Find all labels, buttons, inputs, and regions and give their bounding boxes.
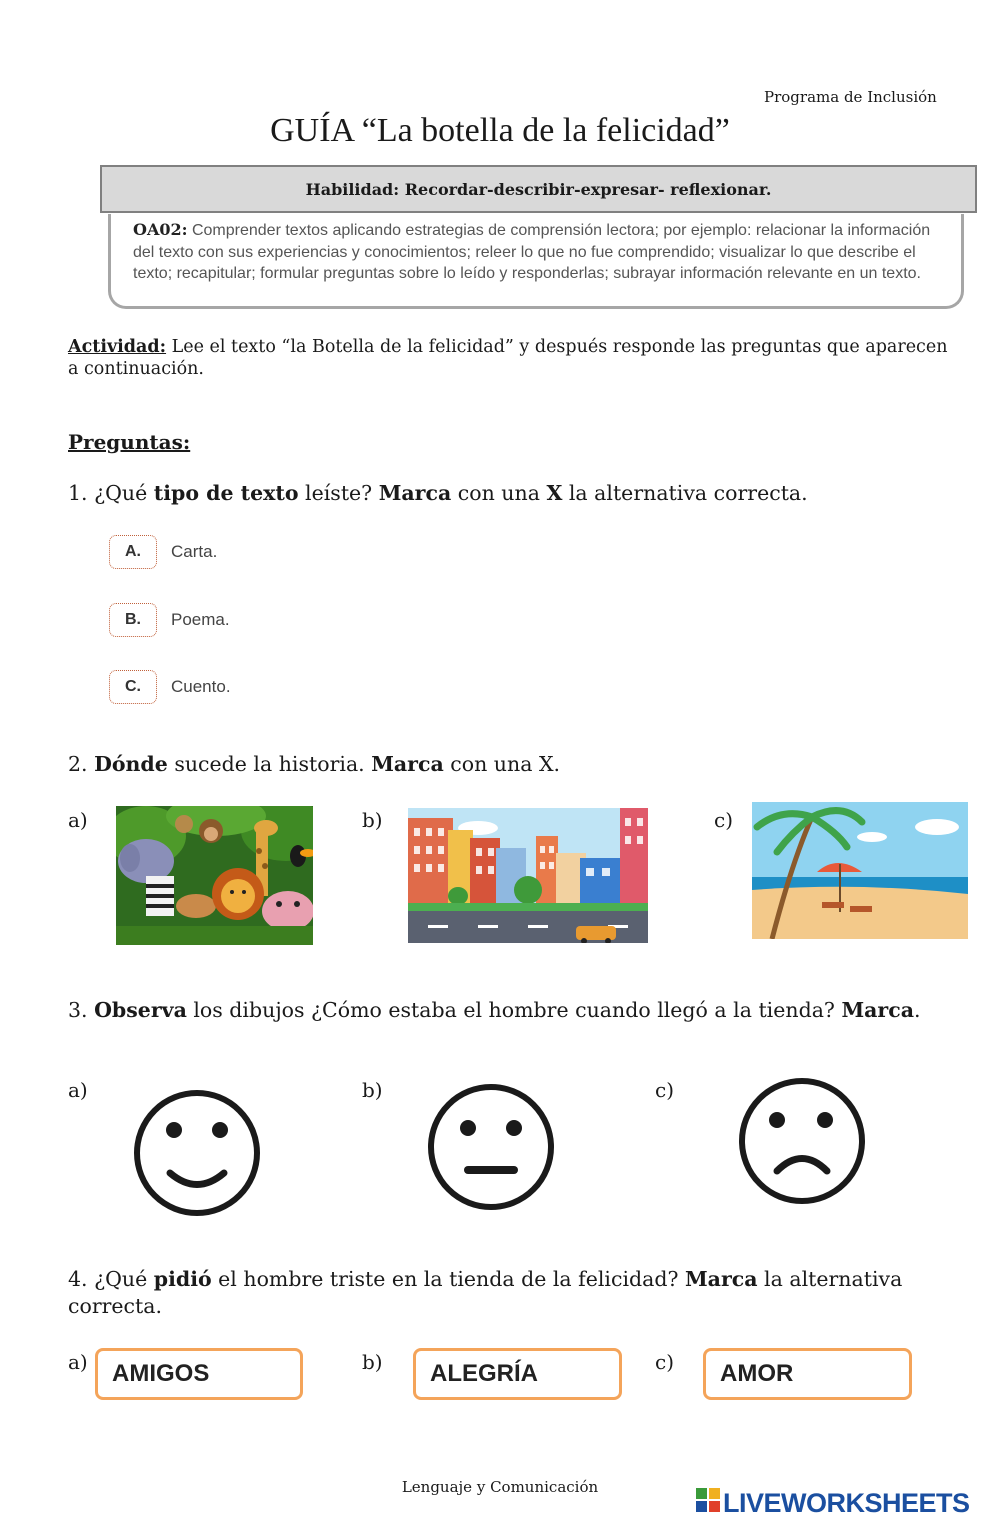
q4-bold: pidió <box>153 1267 212 1291</box>
liveworksheets-brand: LIVEWORKSHEETS <box>723 1488 970 1518</box>
q4-bold: Marca <box>684 1267 758 1291</box>
q3-text: 3. <box>68 998 95 1022</box>
q2-text: sucede la historia. <box>167 752 372 776</box>
option-b-checkbox[interactable]: B. <box>109 603 157 637</box>
option-a-checkbox[interactable]: A. <box>109 535 157 569</box>
q2-label-b: b) <box>362 808 383 832</box>
q2-text: 2. <box>68 752 95 776</box>
activity-instructions <box>68 336 958 380</box>
q4-label-a: a) <box>68 1350 88 1374</box>
sad-face-icon[interactable] <box>737 1076 867 1210</box>
q1-bold: X <box>546 481 563 505</box>
q1-bold: Marca <box>378 481 452 505</box>
liveworksheets-logo <box>696 1488 970 1519</box>
q3-label-c: c) <box>655 1078 675 1102</box>
happy-face-icon[interactable] <box>132 1088 262 1222</box>
questions-heading: Preguntas: <box>68 430 191 454</box>
activity-label: Actividad: <box>68 337 167 357</box>
q3-bold: Observa <box>94 998 187 1022</box>
q3-bold: Marca <box>841 998 914 1022</box>
q3-text: los dibujos ¿Cómo estaba el hombre cuando llegó a la tienda? <box>186 998 842 1022</box>
q3-text: . <box>913 998 921 1022</box>
option-a-text: Carta. <box>171 542 218 561</box>
objective-code: OA02: <box>133 220 188 239</box>
page-title: GUÍA “La botella de la felicidad” <box>270 112 730 149</box>
liveworksheets-logo-icon <box>696 1488 720 1519</box>
footer-subject: Lenguaje y Comunicación <box>401 1478 599 1496</box>
question-3 <box>68 997 958 1024</box>
q1-text: la alternativa correcta. <box>562 481 808 505</box>
q2-bold: Dónde <box>94 752 168 776</box>
q3-label-a: a) <box>68 1078 88 1102</box>
option-c-checkbox[interactable]: C. <box>109 670 157 704</box>
activity-text: Lee el texto “la Botella de la felicidad” y después responde las preguntas que aparecen a continuación. <box>68 337 948 379</box>
question-4 <box>68 1266 958 1320</box>
skill-text: Habilidad: Recordar-describir-expresar- reflexionar. <box>305 179 772 199</box>
q2-label-a: a) <box>68 808 88 832</box>
q1-text: con una <box>451 481 547 505</box>
answer-amigos-box[interactable]: AMIGOS <box>95 1348 303 1400</box>
q4-text: la alternativa correcta. <box>68 1267 903 1318</box>
city-image[interactable] <box>408 808 648 943</box>
program-label: Programa de Inclusión <box>764 88 937 106</box>
q2-text: con una X. <box>443 752 561 776</box>
jungle-image[interactable] <box>116 806 313 945</box>
q1-bold: tipo de texto <box>153 481 299 505</box>
option-b-text: Poema. <box>171 610 230 629</box>
q1-text: leíste? <box>298 481 379 505</box>
q1-text: 1. ¿Qué <box>68 481 154 505</box>
question-1 <box>68 480 958 507</box>
q4-text: el hombre triste en la tienda de la felicidad? <box>211 1267 685 1291</box>
q4-label-b: b) <box>362 1350 383 1374</box>
answer-amor-box[interactable]: AMOR <box>703 1348 912 1400</box>
q2-bold: Marca <box>371 752 444 776</box>
q3-label-b: b) <box>362 1078 383 1102</box>
objective-text: Comprender textos aplicando estrategias de comprensión lectora; por ejemplo: relacionar la información del texto con sus experiencias y conocimientos; releer lo que no fue comprendido; visualizar lo que describe el texto; recapitular; formular preguntas sobre lo leído y responderlas; subrayar información relevante en un texto. <box>133 222 931 282</box>
q4-text: 4. ¿Qué <box>68 1267 154 1291</box>
neutral-face-icon[interactable] <box>426 1082 556 1216</box>
q2-label-c: c) <box>714 808 734 832</box>
answer-alegria-box[interactable]: ALEGRÍA <box>413 1348 622 1400</box>
q4-label-c: c) <box>655 1350 675 1374</box>
objective-box <box>108 214 964 309</box>
skill-box <box>100 165 977 213</box>
option-c-text: Cuento. <box>171 677 231 696</box>
beach-image[interactable] <box>752 802 968 939</box>
question-2 <box>68 751 958 778</box>
